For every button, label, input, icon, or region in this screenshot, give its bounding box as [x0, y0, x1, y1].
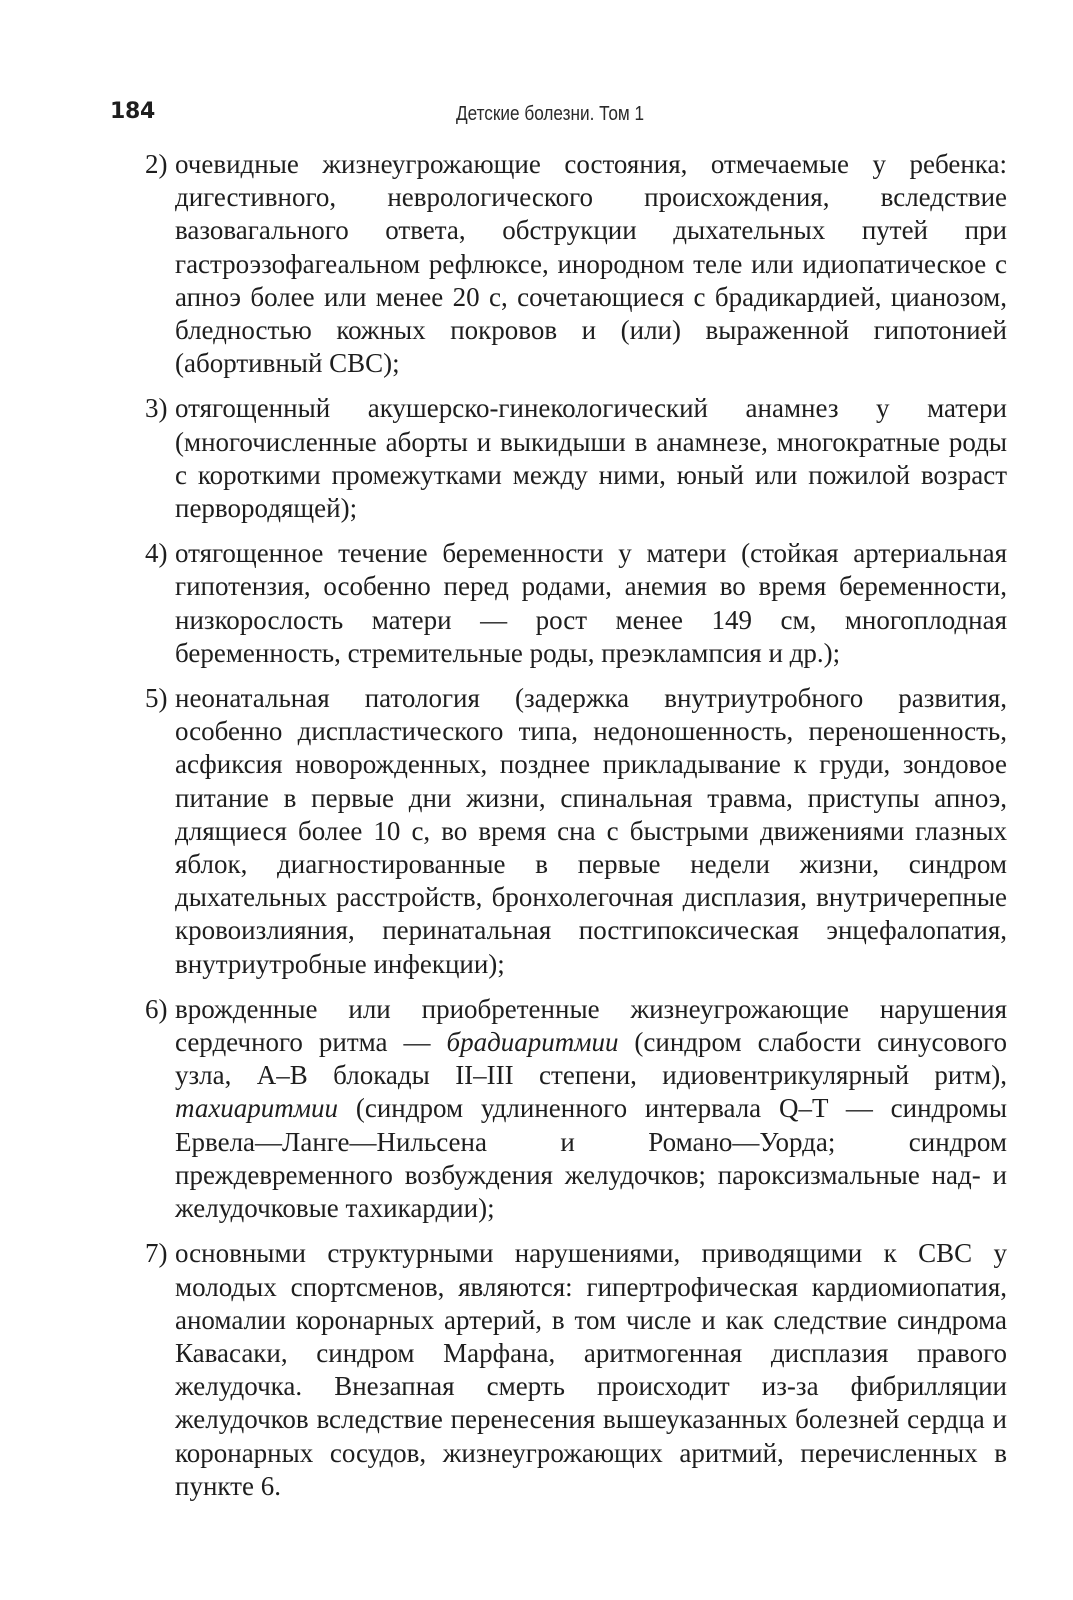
list-item-text [175, 392, 1007, 525]
list-item-number: 6) [145, 993, 168, 1024]
text-segment: врожденные или приобретенные жизнеугрожающие нарушения сердечного ритма — [175, 993, 1007, 1058]
page-number: 184 [110, 99, 156, 124]
list-item [145, 148, 1007, 380]
text-segment: очевидные жизнеугрожающие состояния, отмечаемые у ребенка: дигестивного, неврологического происхождения, вследствие вазовагального ответа, обструкции дыхательных путей при гастроэзофагеальном рефлюксе, инородном теле или идиопатическое с апноэ более или менее 20 с, сочетающиеся с брадикардией, цианозом, бледностью кожных покровов и (или) выраженной гипотонией (абортивный СВС); [175, 149, 1007, 379]
text-segment: (синдром удлиненного интервала Q–T — синдромы Ервела—Ланге—Нильсена и Романо—Уорда; синдром преждевременного возбуждения желудочков; пароксизмальные над- и желудочковые тахикардии); [175, 1093, 1007, 1224]
text-segment: неонатальная патология (задержка внутриутробного развития, особенно диспластического типа, недоношенность, переношенность, асфиксия новорожденных, позднее прикладывание к груди, зондовое питание в первые дни жизни, спинальная травма, приступы апноэ, длящиеся более 10 с, во время сна с быстрыми движениями глазных яблок, диагностированные в первые недели жизни, синдром дыхательных расстройств, бронхолегочная дисплазия, внутричерепные кровоизлияния, перинатальная постгипоксическая энцефалопатия, внутриутробные инфекции); [175, 683, 1007, 979]
list-item-number: 3) [145, 393, 168, 424]
list-item-number: 4) [145, 538, 168, 569]
list-item-text [175, 537, 1007, 670]
running-title: Детские болезни. Том 1 [455, 103, 645, 125]
list-item-number: 2) [145, 149, 168, 179]
text-segment: отягощенный акушерско-гинекологический анамнез у матери (многочисленные аборты и выкидыши в анамнезе, многократные роды с короткими промежутками между ними, юный или пожилой возраст первородящей); [175, 393, 1007, 524]
list-item-text [175, 682, 1007, 981]
list-item-text [175, 1237, 1007, 1503]
text-segment: (синдром слабости синусового узла, A–B блокады II–III степени, идиовентрикулярный ритм), [175, 1027, 1007, 1091]
list-item-number: 7) [145, 1238, 168, 1269]
list-item [145, 392, 1007, 525]
italic-term: брадиаритмии [446, 1027, 619, 1058]
list-item [145, 682, 1007, 981]
list-item [145, 993, 1007, 1225]
list-item-text [175, 148, 1007, 380]
numbered-list [145, 148, 1007, 1515]
list-item [145, 537, 1007, 670]
list-item-text [175, 993, 1007, 1225]
list-item-number: 5) [145, 683, 168, 714]
italic-term: тахиаритмии [175, 1093, 339, 1124]
list-item [145, 1237, 1007, 1503]
text-segment: отягощенное течение беременности у матери (стойкая артериальная гипотензия, особенно перед родами, анемия во время беременности, низкорослость матери — рост менее 149 см, многоплодная беременность, стремительные роды, преэклампсия и др.); [175, 538, 1007, 668]
text-segment: основными структурными нарушениями, приводящими к СВС у молодых спортсменов, являются: гипертрофическая кардиомиопатия, аномалии коронарных артерий, в том числе и как следствие синдрома Кавасаки, синдром Марфана, аритмогенная дисплазия правого желудочка. Внезапная смерть происходит из-за фибрилляции желудочков вследствие перенесения вышеуказанных болезней сердца и коронарных сосудов, жизнеугрожающих аритмий, перечисленных в пункте 6. [175, 1238, 1007, 1501]
